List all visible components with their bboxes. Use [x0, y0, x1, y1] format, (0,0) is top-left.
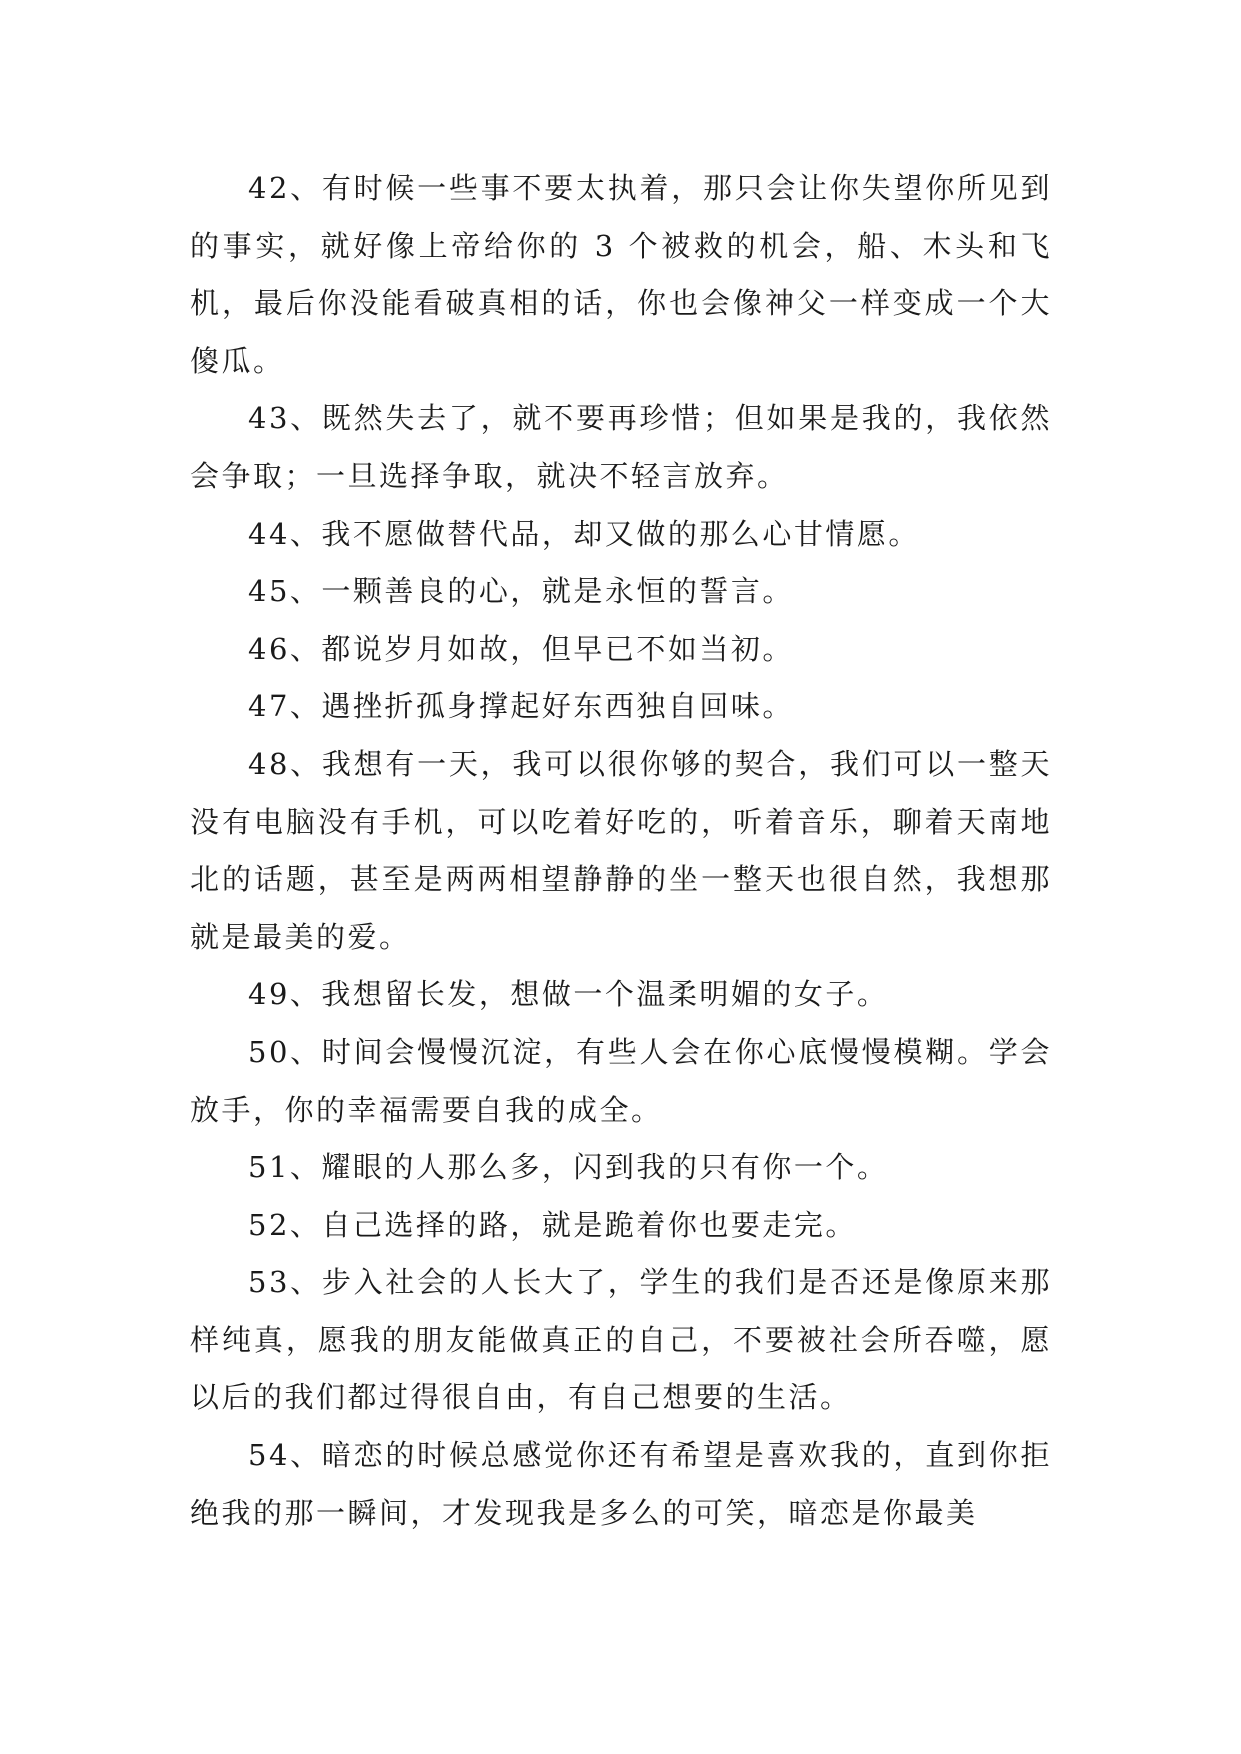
paragraph-46: 46、都说岁月如故，但早已不如当初。	[248, 631, 794, 666]
paragraph-43: 43、既然失去了，就不要再珍惜；但如果是我的，我依然会争取；一旦选择争取，就决不轻言放弃。	[190, 401, 1052, 493]
paragraph-52: 52、自己选择的路，就是跪着你也要走完。	[248, 1207, 857, 1242]
paragraph-48: 48、我想有一天，我可以很你够的契合，我们可以一整天没有电脑没有手机，可以吃着好吃的，听着音乐，聊着天南地北的话题，甚至是两两相望静静的坐一整天也很自然，我想那就是最美的爱。	[190, 746, 1052, 954]
paragraph-42: 42、有时候一些事不要太执着，那只会让你失望你所见到的事实，就好像上帝给你的 3 个被救的机会，船、木头和飞机，最后你没能看破真相的话，你也会像神父一样变成一个大傻瓜。	[190, 171, 1052, 378]
paragraph-54: 54、暗恋的时候总感觉你还有希望是喜欢我的，直到你拒绝我的那一瞬间，才发现我是多么的可笑，暗恋是你最美	[190, 1438, 1052, 1530]
paragraph-47: 47、遇挫折孤身撑起好东西独自回味。	[248, 689, 794, 724]
paragraph-49: 49、我想留长发，想做一个温柔明媚的女子。	[248, 977, 889, 1012]
paragraph-50: 50、时间会慢慢沉淀，有些人会在你心底慢慢模糊。学会放手，你的幸福需要自我的成全。	[190, 1034, 1052, 1127]
paragraph-51: 51、耀眼的人那么多，闪到我的只有你一个。	[248, 1150, 889, 1185]
paragraph-53: 53、步入社会的人长大了，学生的我们是否还是像原来那样纯真，愿我的朋友能做真正的自己，不要被社会所吞噬，愿以后的我们都过得很自由，有自己想要的生活。	[190, 1265, 1052, 1415]
paragraph-44: 44、我不愿做替代品，却又做的那么心甘情愿。	[248, 516, 920, 551]
document-body	[190, 160, 1052, 1542]
paragraph-45: 45、一颗善良的心，就是永恒的誓言。	[248, 574, 794, 609]
